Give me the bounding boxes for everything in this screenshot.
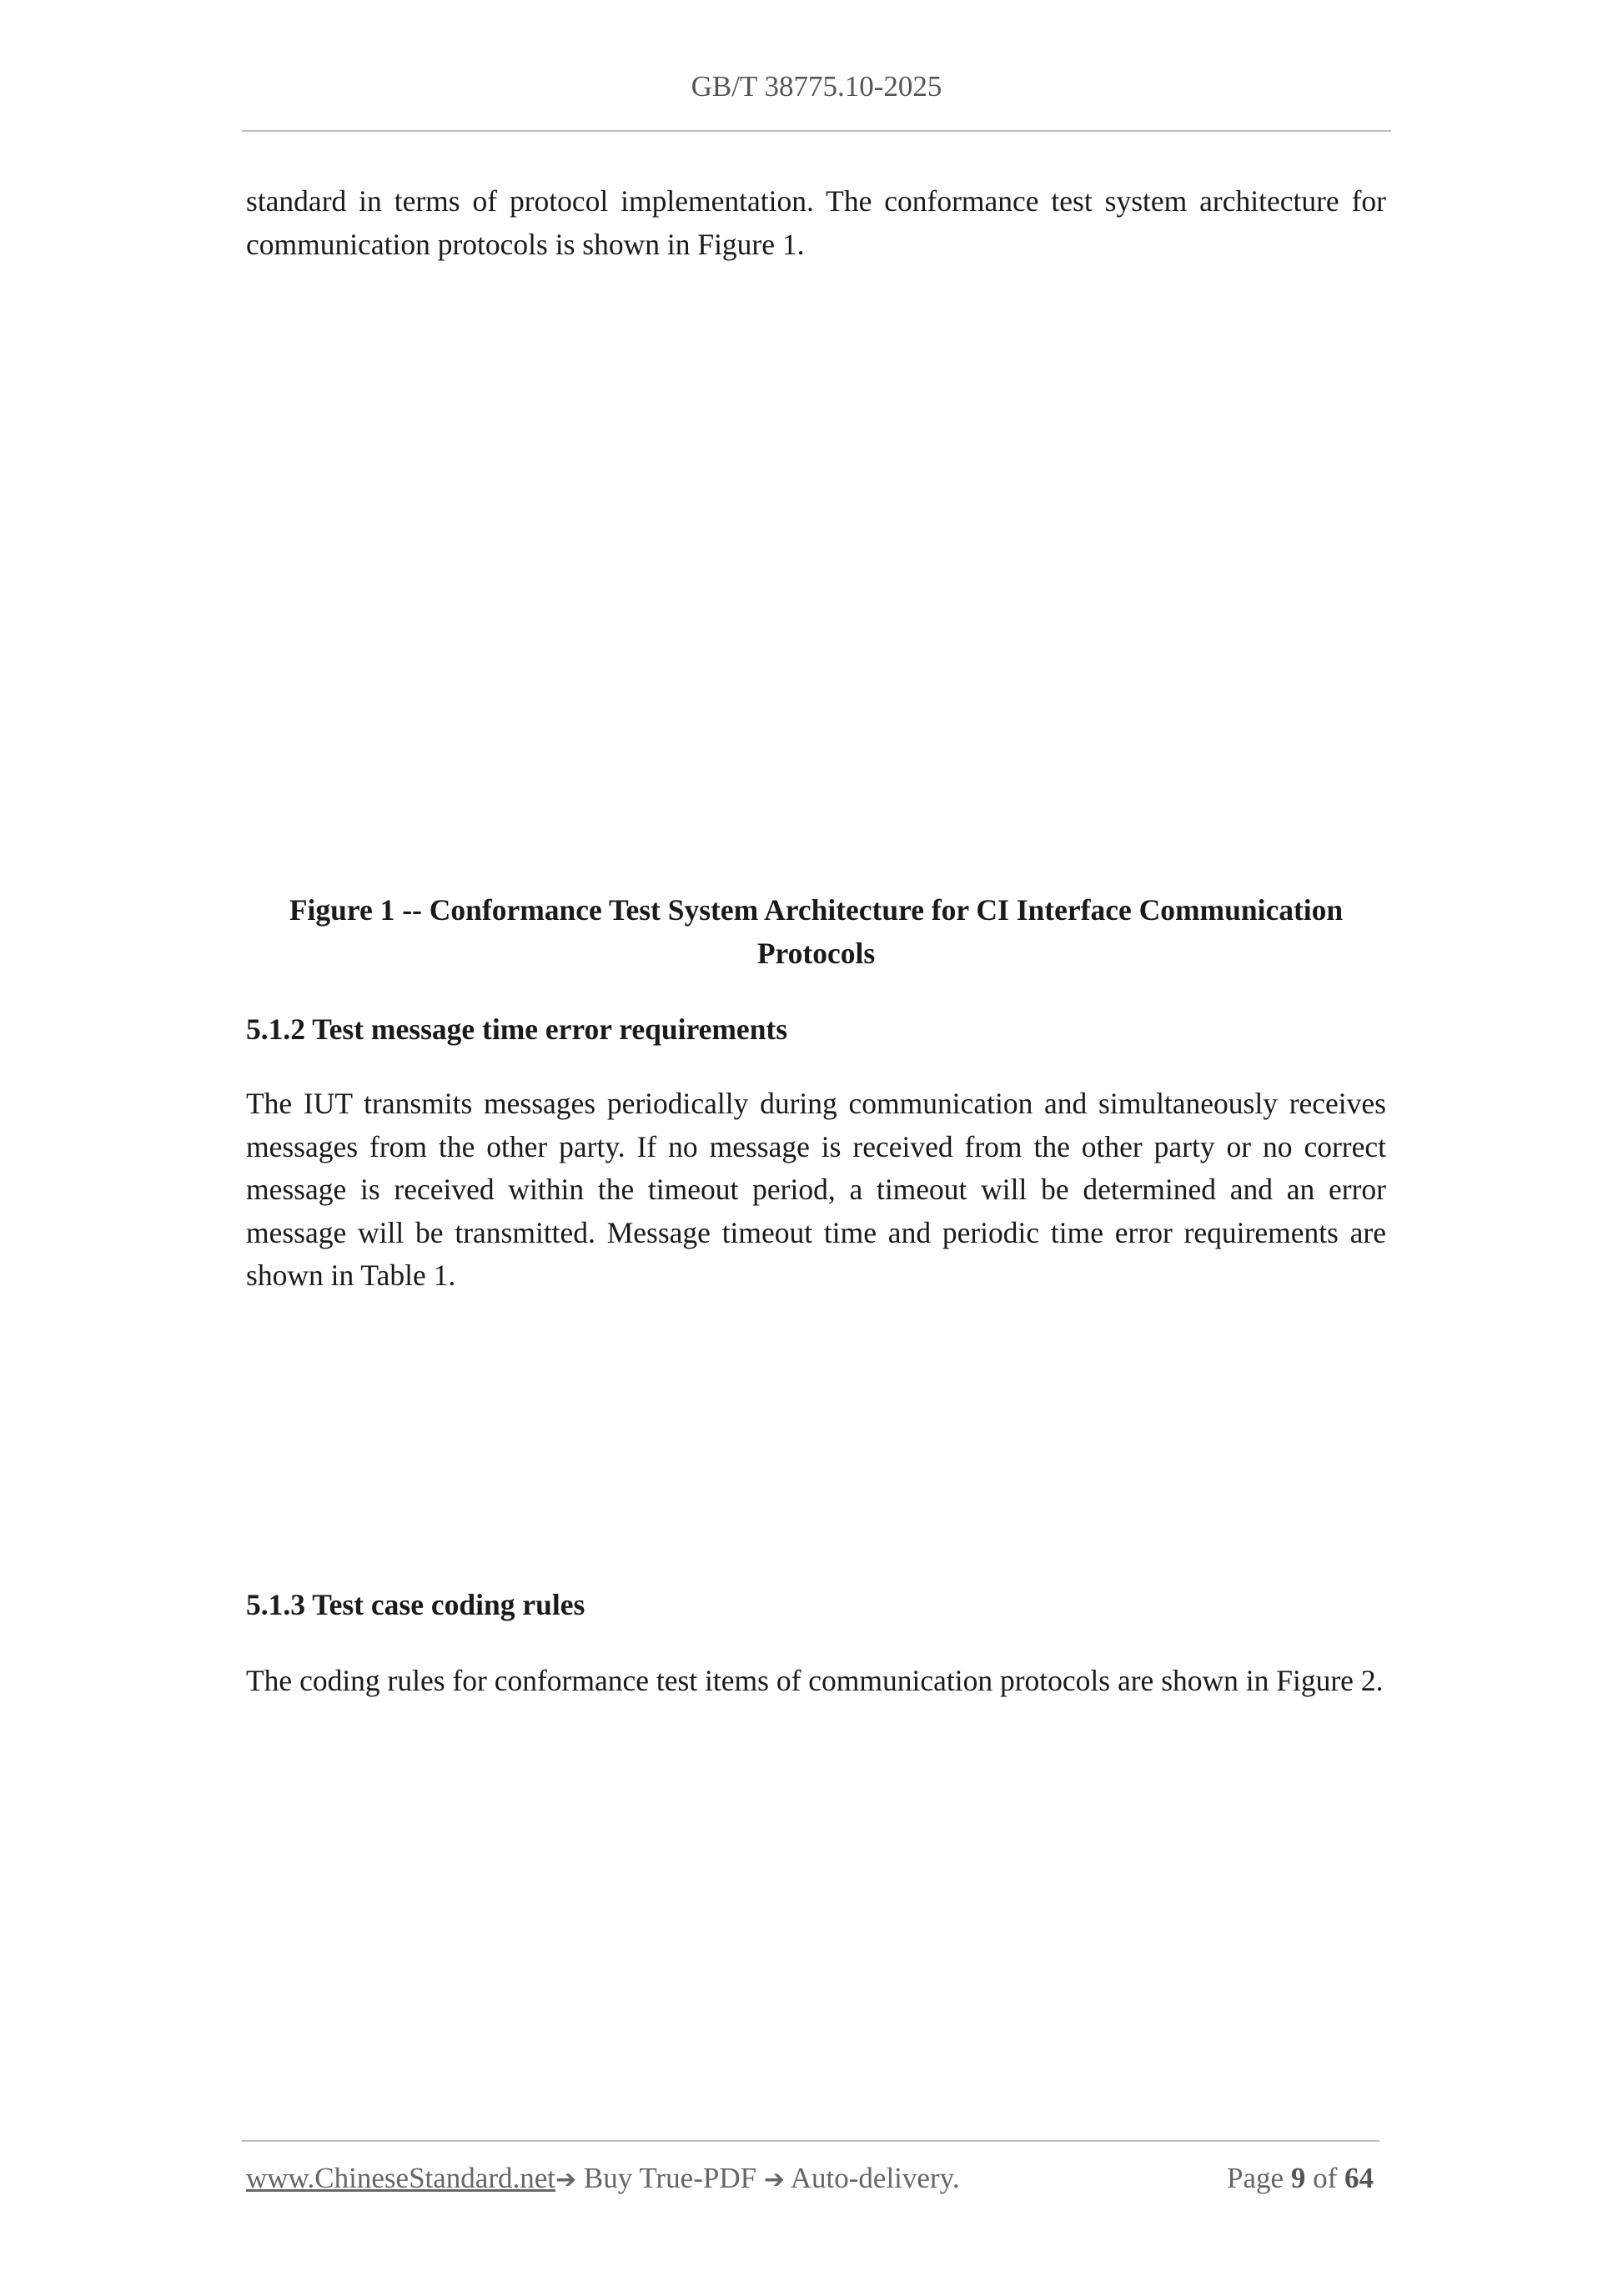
figure-1-area xyxy=(246,275,1386,859)
section-5-1-2-paragraph: The IUT transmits messages periodically during communication and simultaneously receives messages from the other party. If no message is received from the other party or no correct message is received within the timeout period, a timeout will be determined and an error message will be transmitted. Message timeout time and periodic time error requirements are shown in Table 1. xyxy=(246,1087,1386,1292)
footer-divider xyxy=(242,2140,1379,2142)
site-link[interactable]: www.ChineseStandard.net xyxy=(246,2162,555,2194)
header-divider xyxy=(242,130,1391,132)
page-total: 64 xyxy=(1344,2162,1374,2194)
intro-paragraph: standard in terms of protocol implementation. The conformance test system architecture for communication protocols is shown in Figure 1. xyxy=(246,184,1386,261)
footer-promo xyxy=(246,2162,960,2195)
buy-text: Buy True-PDF xyxy=(576,2162,764,2194)
document-header: GB/T 38775.10-2025 xyxy=(691,70,942,103)
delivery-text: Auto-delivery. xyxy=(784,2162,960,2194)
page-current: 9 xyxy=(1290,2162,1306,2194)
figure-2-area xyxy=(246,1760,1386,2110)
section-5-1-3-paragraph: The coding rules for conformance test items of communication protocols are shown in Figure 2. xyxy=(246,1664,1384,1697)
arrow-right-icon: ➔ xyxy=(763,2165,785,2194)
page-indicator xyxy=(1227,2162,1374,2195)
section-5-1-2-heading: 5.1.2 Test message time error requirements xyxy=(246,1012,788,1046)
page-label: Page xyxy=(1227,2162,1284,2194)
of-label: of xyxy=(1313,2162,1338,2194)
figure-1-caption-line2: Protocols xyxy=(756,936,876,970)
section-5-1-3-heading: 5.1.3 Test case coding rules xyxy=(246,1588,585,1621)
figure-1-caption xyxy=(246,889,1386,975)
table-1-area xyxy=(246,1318,1386,1568)
arrow-right-icon: ➔ xyxy=(555,2165,577,2194)
figure-1-caption-line1: Figure 1 -- Conformance Test System Architecture for CI Interface Communication xyxy=(289,893,1344,927)
